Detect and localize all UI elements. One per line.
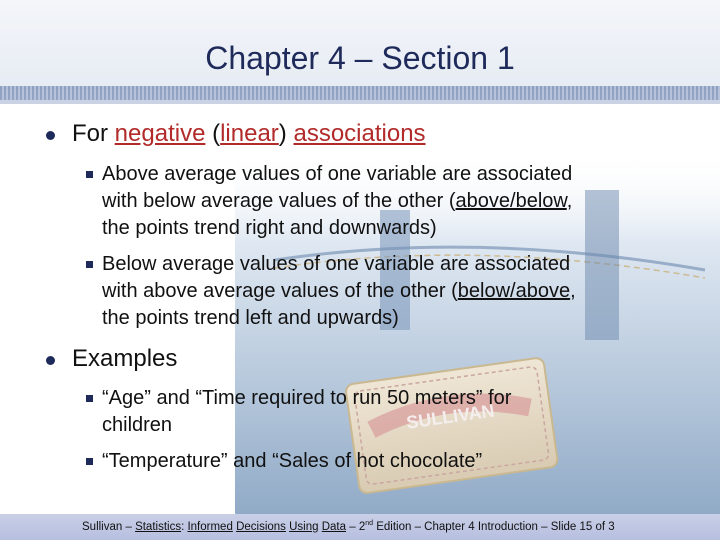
link-above-below[interactable]: above/below — [455, 190, 567, 212]
link-below-above[interactable]: below/above — [457, 280, 571, 302]
square-bullet-icon — [86, 395, 93, 402]
square-bullet-icon — [86, 458, 93, 465]
square-bullet-icon — [86, 261, 93, 268]
bullet-dot-icon — [46, 131, 55, 140]
bullet-dot-icon — [46, 356, 55, 365]
link-linear[interactable]: linear — [220, 120, 279, 147]
slide-title: Chapter 4 – Section 1 — [205, 40, 515, 76]
link-associations[interactable]: associations — [293, 120, 426, 147]
footer-citation: Sullivan – Statistics: Informed Decisions Using Data – 2nd Edition – Chapter 4 Introduction – Slide 15 of 3 — [82, 520, 615, 533]
patch-label: SULLIVAN — [405, 400, 496, 433]
link-negative[interactable]: negative — [114, 120, 206, 147]
square-bullet-icon — [86, 171, 93, 178]
slide-content: For negative (linear) associations Above average values of one variable are associated with below average values of the other (above/below, the points trend right and downwards) Below average values of one variable are associated with above average values of the other (below/above, the points trend left and upwards) Examples “Age” and “Time required to run 50 meters” for children “Temperature” and “Sales of hot chocolate” — [0, 0, 720, 540]
